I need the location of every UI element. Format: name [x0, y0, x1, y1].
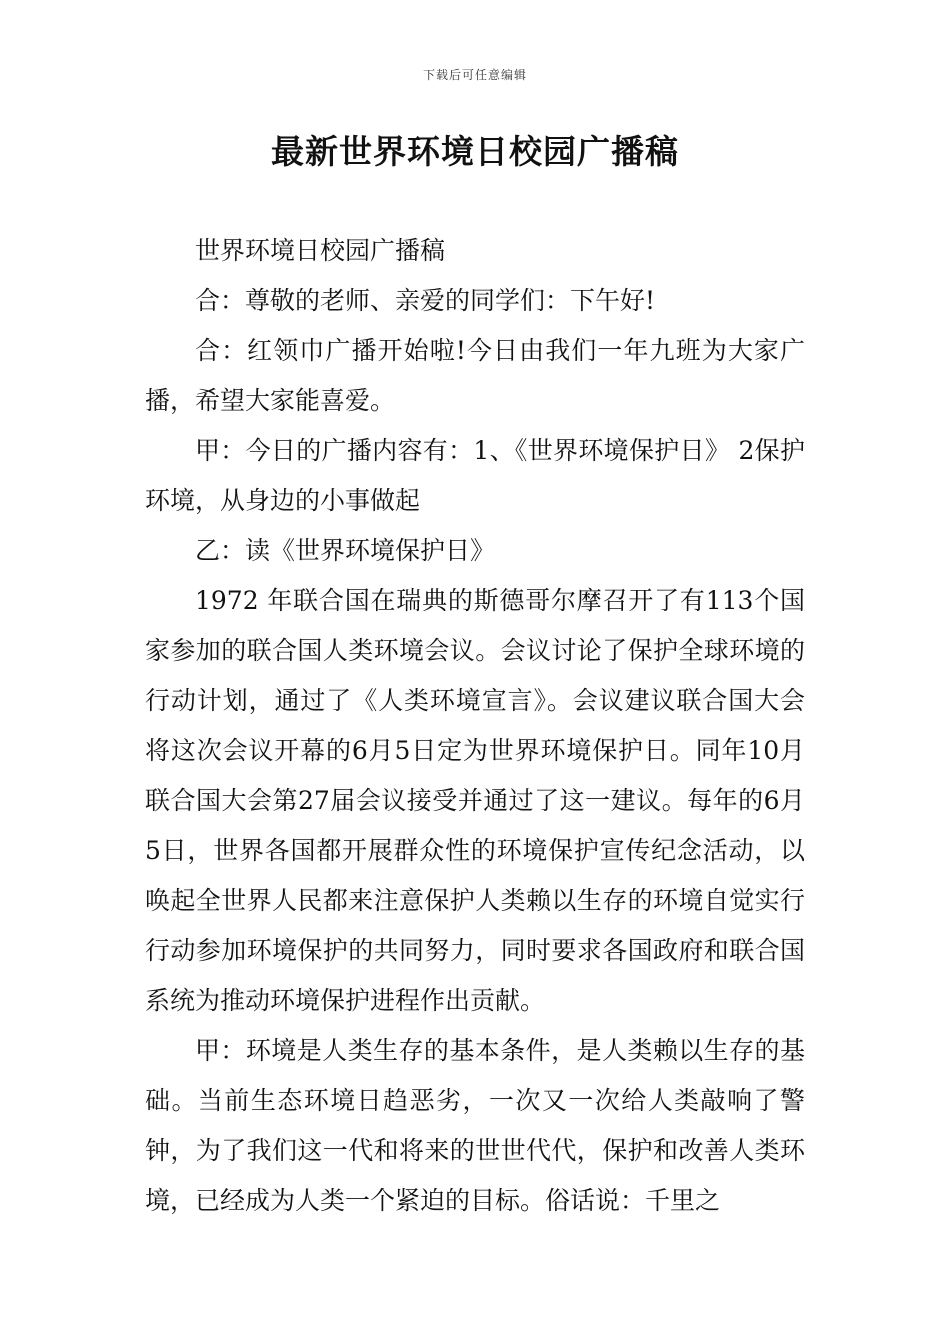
paragraph: 乙：读《世界环境保护日》 [195, 536, 496, 565]
paragraph: 甲：今日的广播内容有：1、《世界环境保护日》 2保护环境，从身边的小事做起 [145, 436, 805, 515]
document-title: 最新世界环境日校园广播稿 [271, 132, 679, 171]
paragraph: 合：尊敬的老师、亲爱的同学们：下午好! [195, 286, 656, 315]
header-note: 下载后可任意编辑 [422, 68, 527, 82]
paragraph: 1972 年联合国在瑞典的斯德哥尔摩召开了有113个国家参加的联合国人类环境会议。会议讨论了保护全球环境的行动计划，通过了《人类环境宣言》。会议建议联合国大会将这次会议开幕的6月5日定为世界环境保护日。同年10月联合国大会第27届会议接受并通过了这一建议。每年的6月5日，世界各国都开展群众性的环境保护宣传纪念活动，以唤起全世界人民都来注意保护人类赖以生存的环境自觉实行行动参加环境保护的共同努力，同时要求各国政府和联合国系统为推动环境保护进程作出贡献。 [145, 586, 805, 1015]
paragraph: 合：红领巾广播开始啦!今日由我们一年九班为大家广播，希望大家能喜爱。 [145, 336, 805, 415]
paragraph: 世界环境日校园广播稿 [195, 236, 446, 265]
paragraph: 甲：环境是人类生存的基本条件，是人类赖以生存的基础。当前生态环境日趋恶劣，一次又一次给人类敲响了警钟，为了我们这一代和将来的世世代代，保护和改善人类环境，已经成为人类一个紧迫的目标。俗话说：千里之 [145, 1036, 805, 1215]
document-body [145, 226, 805, 1226]
